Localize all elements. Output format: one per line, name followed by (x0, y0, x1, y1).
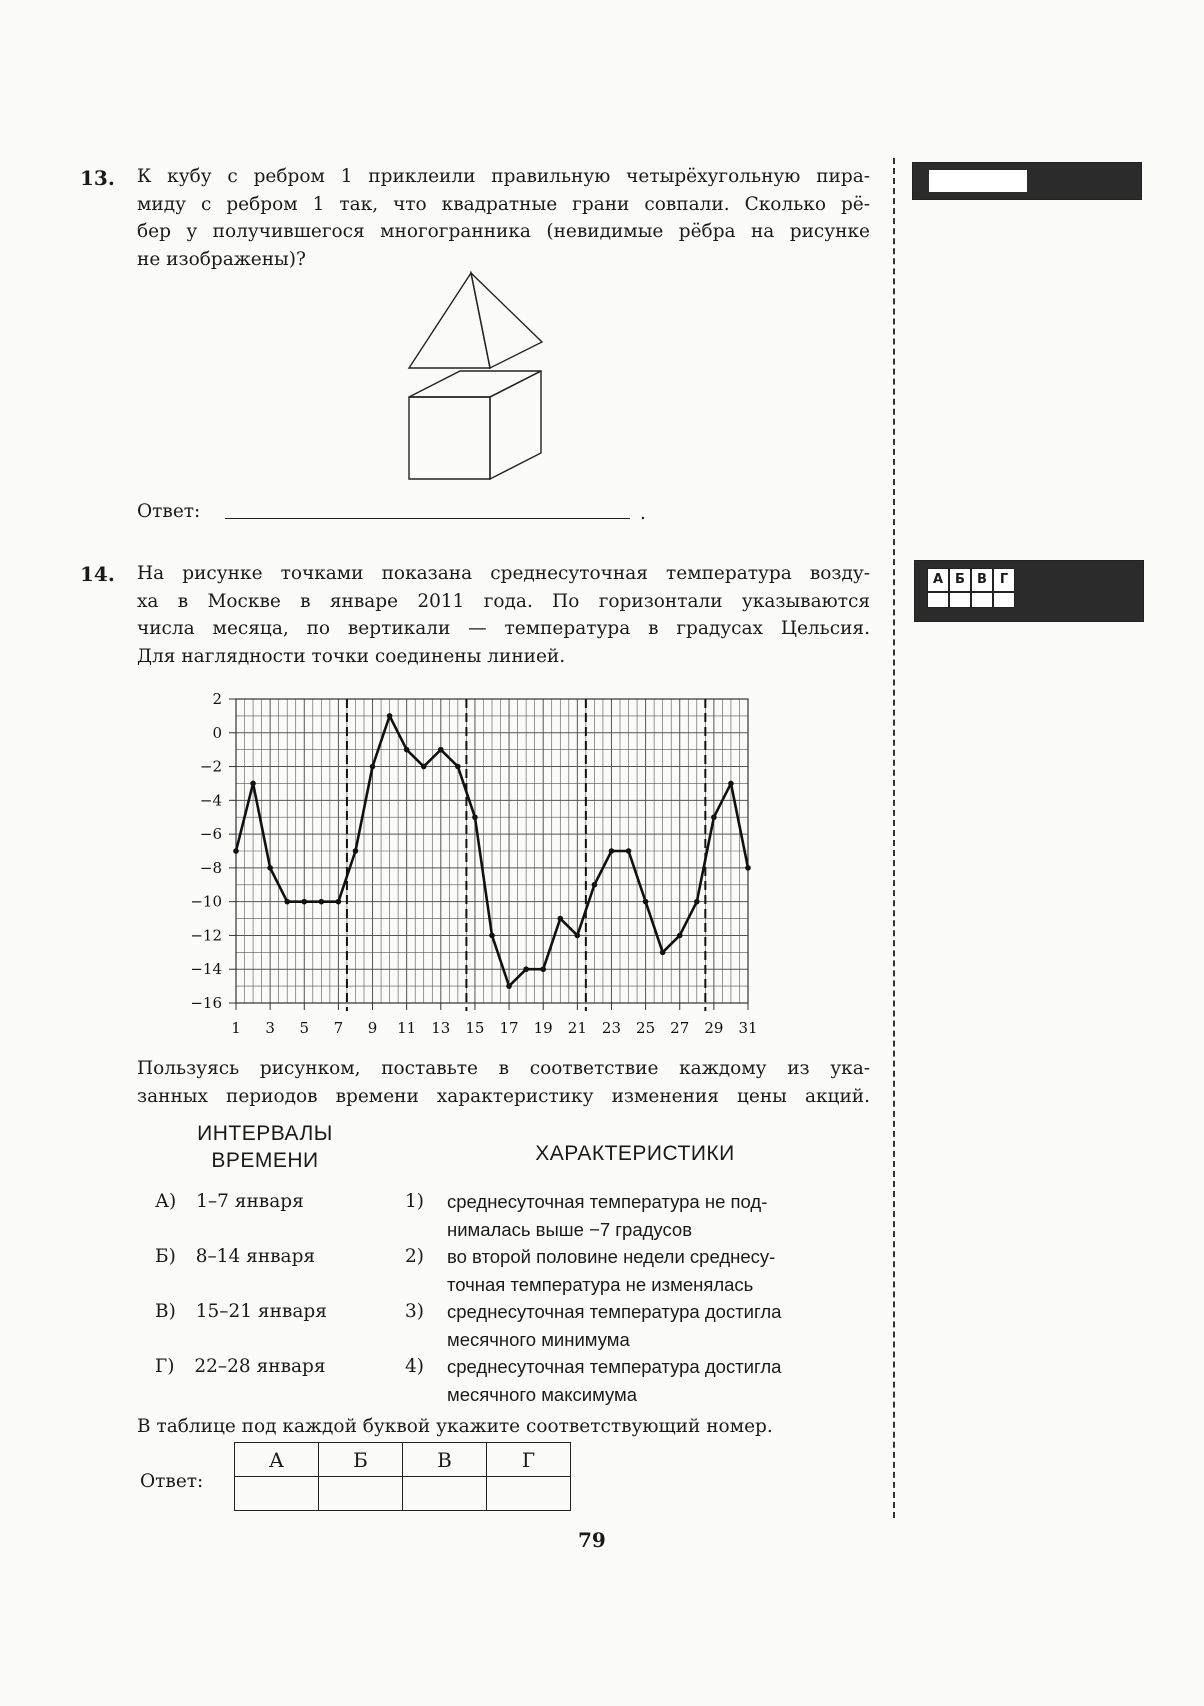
q14-instruction-line: занных периодов времени характеристику изменения цены акций. (137, 1085, 870, 1107)
cube-front-face (409, 397, 490, 479)
data-point (626, 848, 632, 854)
y-tick-label: −8 (199, 858, 222, 877)
answer-table-header-row (235, 1443, 571, 1477)
side-cell-g[interactable] (993, 592, 1015, 608)
cube-top-face (409, 371, 541, 397)
data-point (540, 966, 546, 972)
q14-instruction-line: Пользуясь рисунком, поставьте в соответствие каждому из ука- (137, 1058, 870, 1079)
answer-table-header: Г (487, 1443, 571, 1477)
answer-box-13-field[interactable] (929, 170, 1027, 192)
answer-box-14 (914, 560, 1144, 622)
x-tick-label: 27 (670, 1019, 690, 1037)
data-point (489, 933, 495, 939)
data-point (523, 966, 529, 972)
data-point (677, 933, 683, 939)
q14-instruction (137, 1055, 870, 1110)
data-point (745, 865, 751, 871)
y-tick-label: −6 (199, 825, 222, 844)
interval-letter: Г) (155, 1356, 175, 1377)
data-point (353, 848, 359, 854)
characteristic-num: 3) (405, 1301, 424, 1322)
characteristic-text (447, 1243, 775, 1298)
intervals-header (165, 1120, 365, 1174)
data-point (233, 848, 239, 854)
side-letter-a: А (927, 568, 949, 592)
question-13-number: 13. (80, 166, 115, 190)
answer-table (234, 1442, 571, 1511)
y-tick-label: −10 (190, 892, 222, 911)
answer-cell-a[interactable] (235, 1477, 319, 1511)
pyramid-cube-figure (400, 265, 550, 485)
chart-grid (236, 699, 748, 1003)
y-tick-label: −12 (190, 926, 222, 945)
x-tick-label: 3 (265, 1019, 275, 1037)
data-point (609, 848, 615, 854)
table-instruction: В таблице под каждой буквой укажите соответствующий номер. (137, 1416, 773, 1437)
x-tick-label: 25 (636, 1019, 656, 1037)
data-point (267, 865, 273, 871)
data-point (421, 764, 427, 770)
data-point (250, 781, 256, 787)
x-tick-labels (231, 1003, 757, 1037)
data-point (455, 764, 461, 770)
page-number: 79 (578, 1528, 606, 1552)
answer-box-14-letters (927, 568, 1015, 592)
temperature-chart (180, 685, 770, 1040)
q13-line: не изображены)? (137, 248, 306, 270)
characteristic-line: точная температура не изменялась (447, 1273, 754, 1295)
y-tick-label: −4 (199, 791, 222, 810)
data-point (711, 814, 717, 820)
interval-text: 22–28 января (194, 1356, 326, 1377)
characteristic-text (447, 1188, 767, 1243)
interval-letter: А) (155, 1191, 177, 1212)
answer-box-14-cells (927, 592, 1015, 608)
interval-letter: В) (155, 1301, 176, 1322)
characteristic-line: среднесуточная температура достигла (447, 1356, 782, 1377)
answer-table-header: В (403, 1443, 487, 1477)
interval-item (155, 1243, 315, 1271)
characteristic-line: месячного максимума (447, 1383, 638, 1405)
y-tick-labels (190, 690, 236, 1012)
data-point (472, 814, 478, 820)
answer-box-13 (912, 162, 1142, 200)
q14-line: Для наглядности точки соединены линией. (137, 645, 566, 667)
cut-line (893, 158, 895, 1518)
intervals-header-line: ИНТЕРВАЛЫ (197, 1122, 333, 1145)
characteristic-line: среднесуточная температура достигла (447, 1301, 782, 1322)
x-tick-label: 13 (431, 1019, 451, 1037)
side-letter-b: Б (949, 568, 971, 592)
q14-line: На рисунке точками показана среднесуточная температура возду- (137, 563, 870, 584)
answer-cell-v[interactable] (403, 1477, 487, 1511)
y-tick-label: −14 (190, 960, 222, 979)
x-tick-label: 31 (738, 1019, 758, 1037)
x-tick-label: 29 (704, 1019, 724, 1037)
y-tick-label: 0 (212, 723, 222, 742)
characteristic-line: среднесуточная температура не под- (447, 1191, 768, 1212)
data-point (694, 899, 700, 905)
pyramid-front-face (409, 273, 490, 368)
intervals-header-line: ВРЕМЕНИ (211, 1149, 319, 1172)
characteristics-header: ХАРАКТЕРИСТИКИ (535, 1142, 735, 1165)
y-tick-label: −16 (190, 994, 222, 1012)
interval-item (155, 1298, 327, 1326)
characteristic-num: 4) (405, 1356, 424, 1377)
data-point (643, 899, 649, 905)
data-point (404, 747, 410, 753)
characteristic-line: месячного минимума (447, 1328, 630, 1350)
question-13-text (137, 163, 870, 273)
characteristic-line: нималась выше −7 градусов (447, 1218, 693, 1240)
x-tick-label: 19 (533, 1019, 553, 1037)
side-letter-v: В (971, 568, 993, 592)
interval-text: 15–21 января (195, 1301, 327, 1322)
interval-item (155, 1353, 326, 1381)
data-point (319, 899, 325, 905)
q14-line: числа месяца, по вертикали — температура в градусах Цельсия. (137, 618, 870, 639)
side-cell-a[interactable] (927, 592, 949, 608)
x-tick-label: 23 (601, 1019, 622, 1037)
q13-answer-dot: . (640, 503, 646, 524)
data-point (284, 899, 290, 905)
x-tick-label: 15 (465, 1019, 485, 1037)
x-tick-label: 1 (231, 1019, 241, 1037)
x-tick-label: 21 (567, 1019, 587, 1037)
y-tick-label: −2 (199, 757, 222, 776)
data-point (301, 899, 307, 905)
characteristic-text (447, 1298, 781, 1353)
cube-side-face (490, 371, 541, 479)
answer-cell-g[interactable] (487, 1477, 571, 1511)
data-point (387, 713, 393, 719)
x-tick-label: 5 (299, 1019, 310, 1037)
q13-answer-label: Ответ: (137, 501, 201, 522)
interval-item (155, 1188, 304, 1216)
answer-table-header: А (235, 1443, 319, 1477)
data-point (438, 747, 444, 753)
data-point (370, 764, 376, 770)
x-tick-label: 9 (367, 1019, 378, 1037)
q13-line: миду с ребром 1 так, что квадратные грани совпали. Сколько рё- (137, 193, 870, 215)
data-point (557, 916, 563, 922)
characteristic-line: во второй половине недели среднесу- (447, 1246, 776, 1267)
interval-text: 8–14 января (195, 1246, 316, 1267)
interval-letter: Б) (155, 1246, 176, 1267)
x-tick-label: 7 (333, 1019, 344, 1037)
interval-text: 1–7 января (196, 1191, 304, 1212)
data-point (336, 899, 342, 905)
x-tick-label: 11 (397, 1019, 417, 1037)
question-14-text (137, 560, 870, 670)
q14-line: ха в Москве в январе 2011 года. По горизонтали указываются (137, 590, 870, 612)
side-letter-g: Г (993, 568, 1015, 592)
characteristic-num: 1) (405, 1191, 424, 1212)
q14-answer-label: Ответ: (140, 1471, 204, 1492)
q13-answer-line[interactable] (225, 518, 630, 519)
answer-table-header: Б (319, 1443, 403, 1477)
data-point (506, 983, 512, 989)
answer-cell-b[interactable] (319, 1477, 403, 1511)
side-cell-v[interactable] (971, 592, 993, 608)
x-tick-label: 17 (499, 1019, 519, 1037)
data-point (575, 933, 581, 939)
data-point (660, 950, 666, 956)
q13-line: К кубу с ребром 1 приклеили правильную четырёхугольную пира- (137, 166, 870, 187)
answer-table-input-row (235, 1477, 571, 1511)
question-14-number: 14. (80, 562, 115, 586)
characteristic-num: 2) (405, 1246, 424, 1267)
data-point (728, 781, 734, 787)
characteristic-text (447, 1353, 781, 1408)
q13-line: бер у получившегося многогранника (невидимые рёбра на рисунке (137, 221, 870, 242)
data-point (592, 882, 598, 888)
side-cell-b[interactable] (949, 592, 971, 608)
pyramid-side-face (471, 273, 542, 368)
y-tick-label: 2 (212, 690, 222, 708)
